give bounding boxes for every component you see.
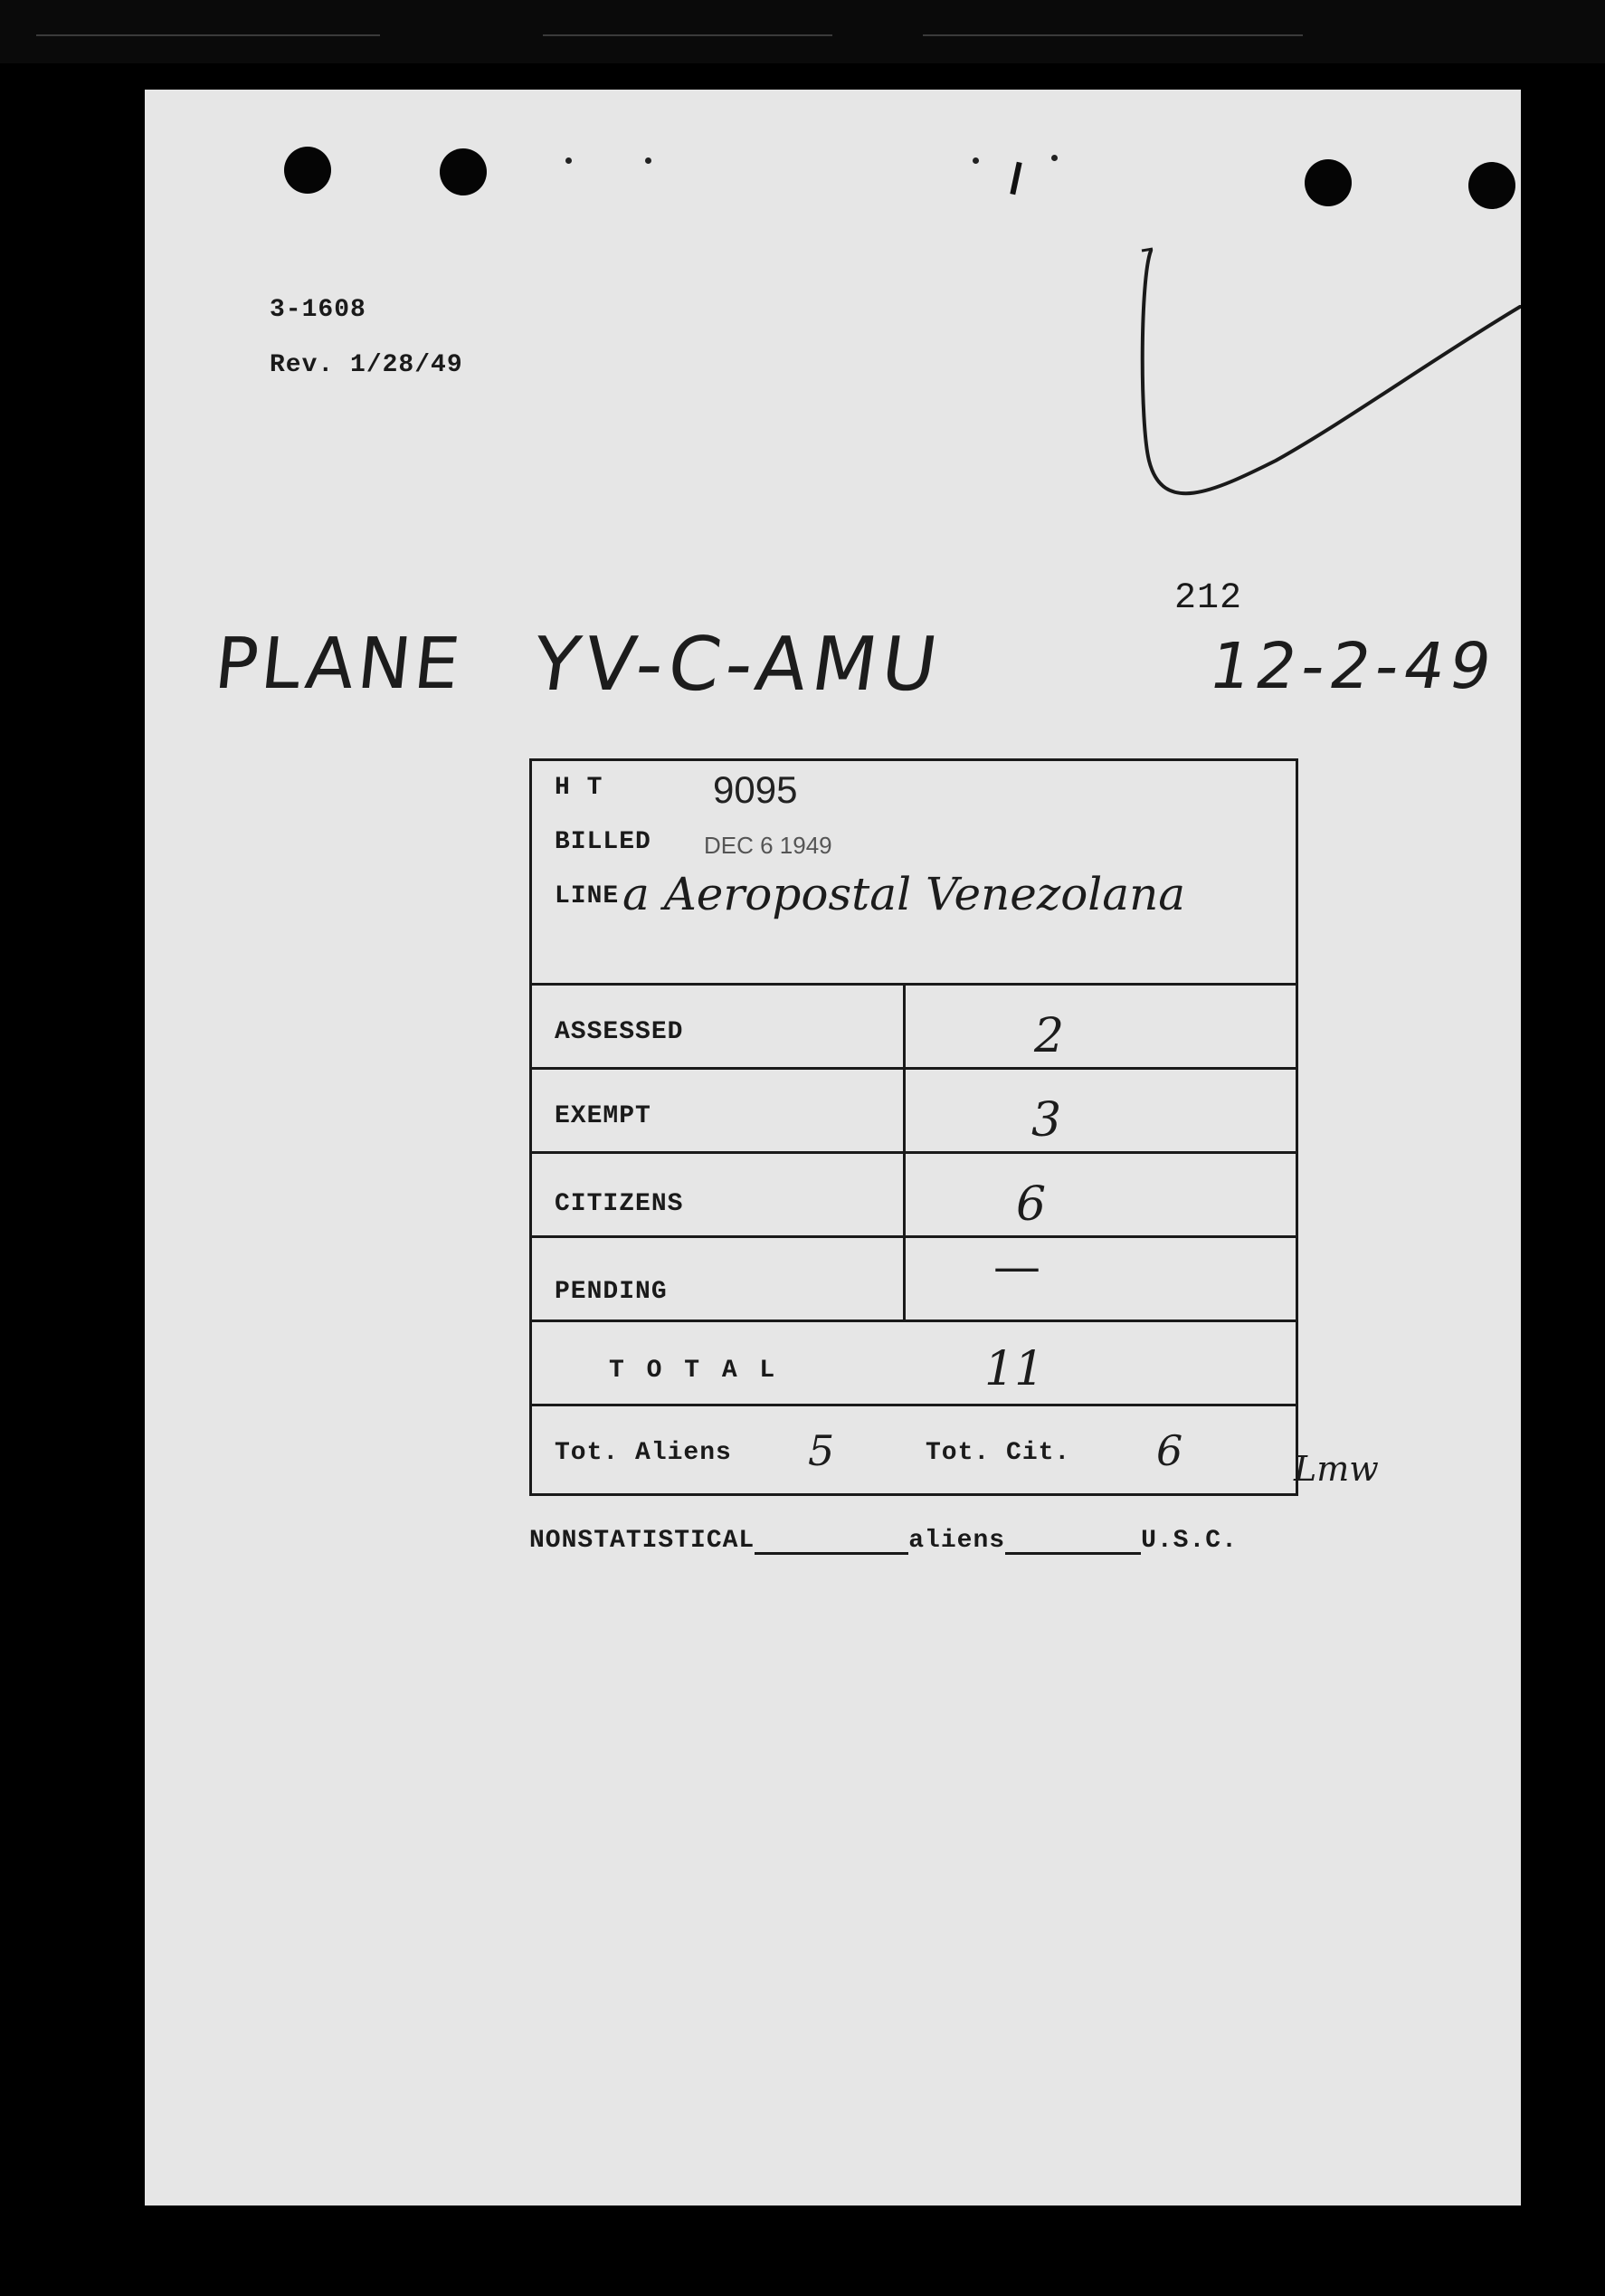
line-label: LINE <box>555 882 620 910</box>
nonstatistical-label: NONSTATISTICAL <box>529 1527 755 1555</box>
scanner-top-strip <box>0 0 1605 63</box>
tot-cit-value: 6 <box>1156 1426 1183 1475</box>
plane-id: YV-C-AMU <box>527 622 948 708</box>
form-revision: Rev. 1/28/49 <box>270 351 463 379</box>
citizens-label: CITIZENS <box>555 1190 684 1218</box>
nonstatistical-line <box>529 1527 1238 1555</box>
exempt-label: EXEMPT <box>555 1102 651 1130</box>
ht-number: 9095 <box>713 768 798 811</box>
nonstatistical-blank <box>755 1527 908 1555</box>
assessed-label: ASSESSED <box>555 1018 684 1046</box>
speck <box>973 157 979 164</box>
tot-aliens-value: 5 <box>808 1426 835 1475</box>
tally-form <box>529 758 1298 1496</box>
citizens-value: 6 <box>1016 1177 1047 1232</box>
pending-label: PENDING <box>555 1278 668 1306</box>
tot-aliens-label: Tot. Aliens <box>555 1439 732 1467</box>
plane-label: PLANE <box>211 624 468 705</box>
assessed-value: 2 <box>1034 1009 1065 1063</box>
total-value: 11 <box>984 1342 1045 1396</box>
table-row-assessed <box>532 983 1296 1067</box>
billed-date-stamp: DEC 6 1949 <box>704 832 832 859</box>
exempt-value: 3 <box>1031 1093 1062 1148</box>
handwritten-date: 12-2-49 <box>1203 629 1503 703</box>
speck <box>1051 155 1058 161</box>
punch-hole <box>1468 162 1515 209</box>
speck <box>565 157 572 164</box>
punch-hole <box>284 147 331 194</box>
scan-artifact <box>923 34 1303 36</box>
table-row-exempt <box>532 1067 1296 1151</box>
usc-label: U.S.C. <box>1141 1527 1238 1555</box>
tot-cit-label: Tot. Cit. <box>926 1439 1071 1467</box>
aliens-blank <box>1005 1527 1141 1555</box>
speck <box>645 157 651 164</box>
billed-label: BILLED <box>555 828 651 856</box>
punch-hole <box>440 148 487 195</box>
pending-value: — <box>993 1240 1040 1294</box>
column-divider <box>903 983 906 1319</box>
aliens-label: aliens <box>908 1527 1006 1555</box>
scan-artifact <box>543 34 832 36</box>
scan-artifact <box>36 34 380 36</box>
check-mark-icon <box>1140 243 1521 587</box>
line-value: a Aeropostal Venezolana <box>622 868 1186 920</box>
ht-label: H T <box>555 774 603 802</box>
punch-hole <box>1305 159 1352 206</box>
total-label: T O T A L <box>609 1357 779 1385</box>
table-row-totals <box>532 1404 1296 1496</box>
table-row-total <box>532 1319 1296 1404</box>
page-number: 212 <box>1174 578 1243 619</box>
ink-mark <box>1010 162 1021 195</box>
handwritten-initials: Lmw <box>1294 1449 1379 1489</box>
form-number: 3-1608 <box>270 296 366 324</box>
table-row-citizens <box>532 1151 1296 1235</box>
table-row-pending <box>532 1235 1296 1319</box>
